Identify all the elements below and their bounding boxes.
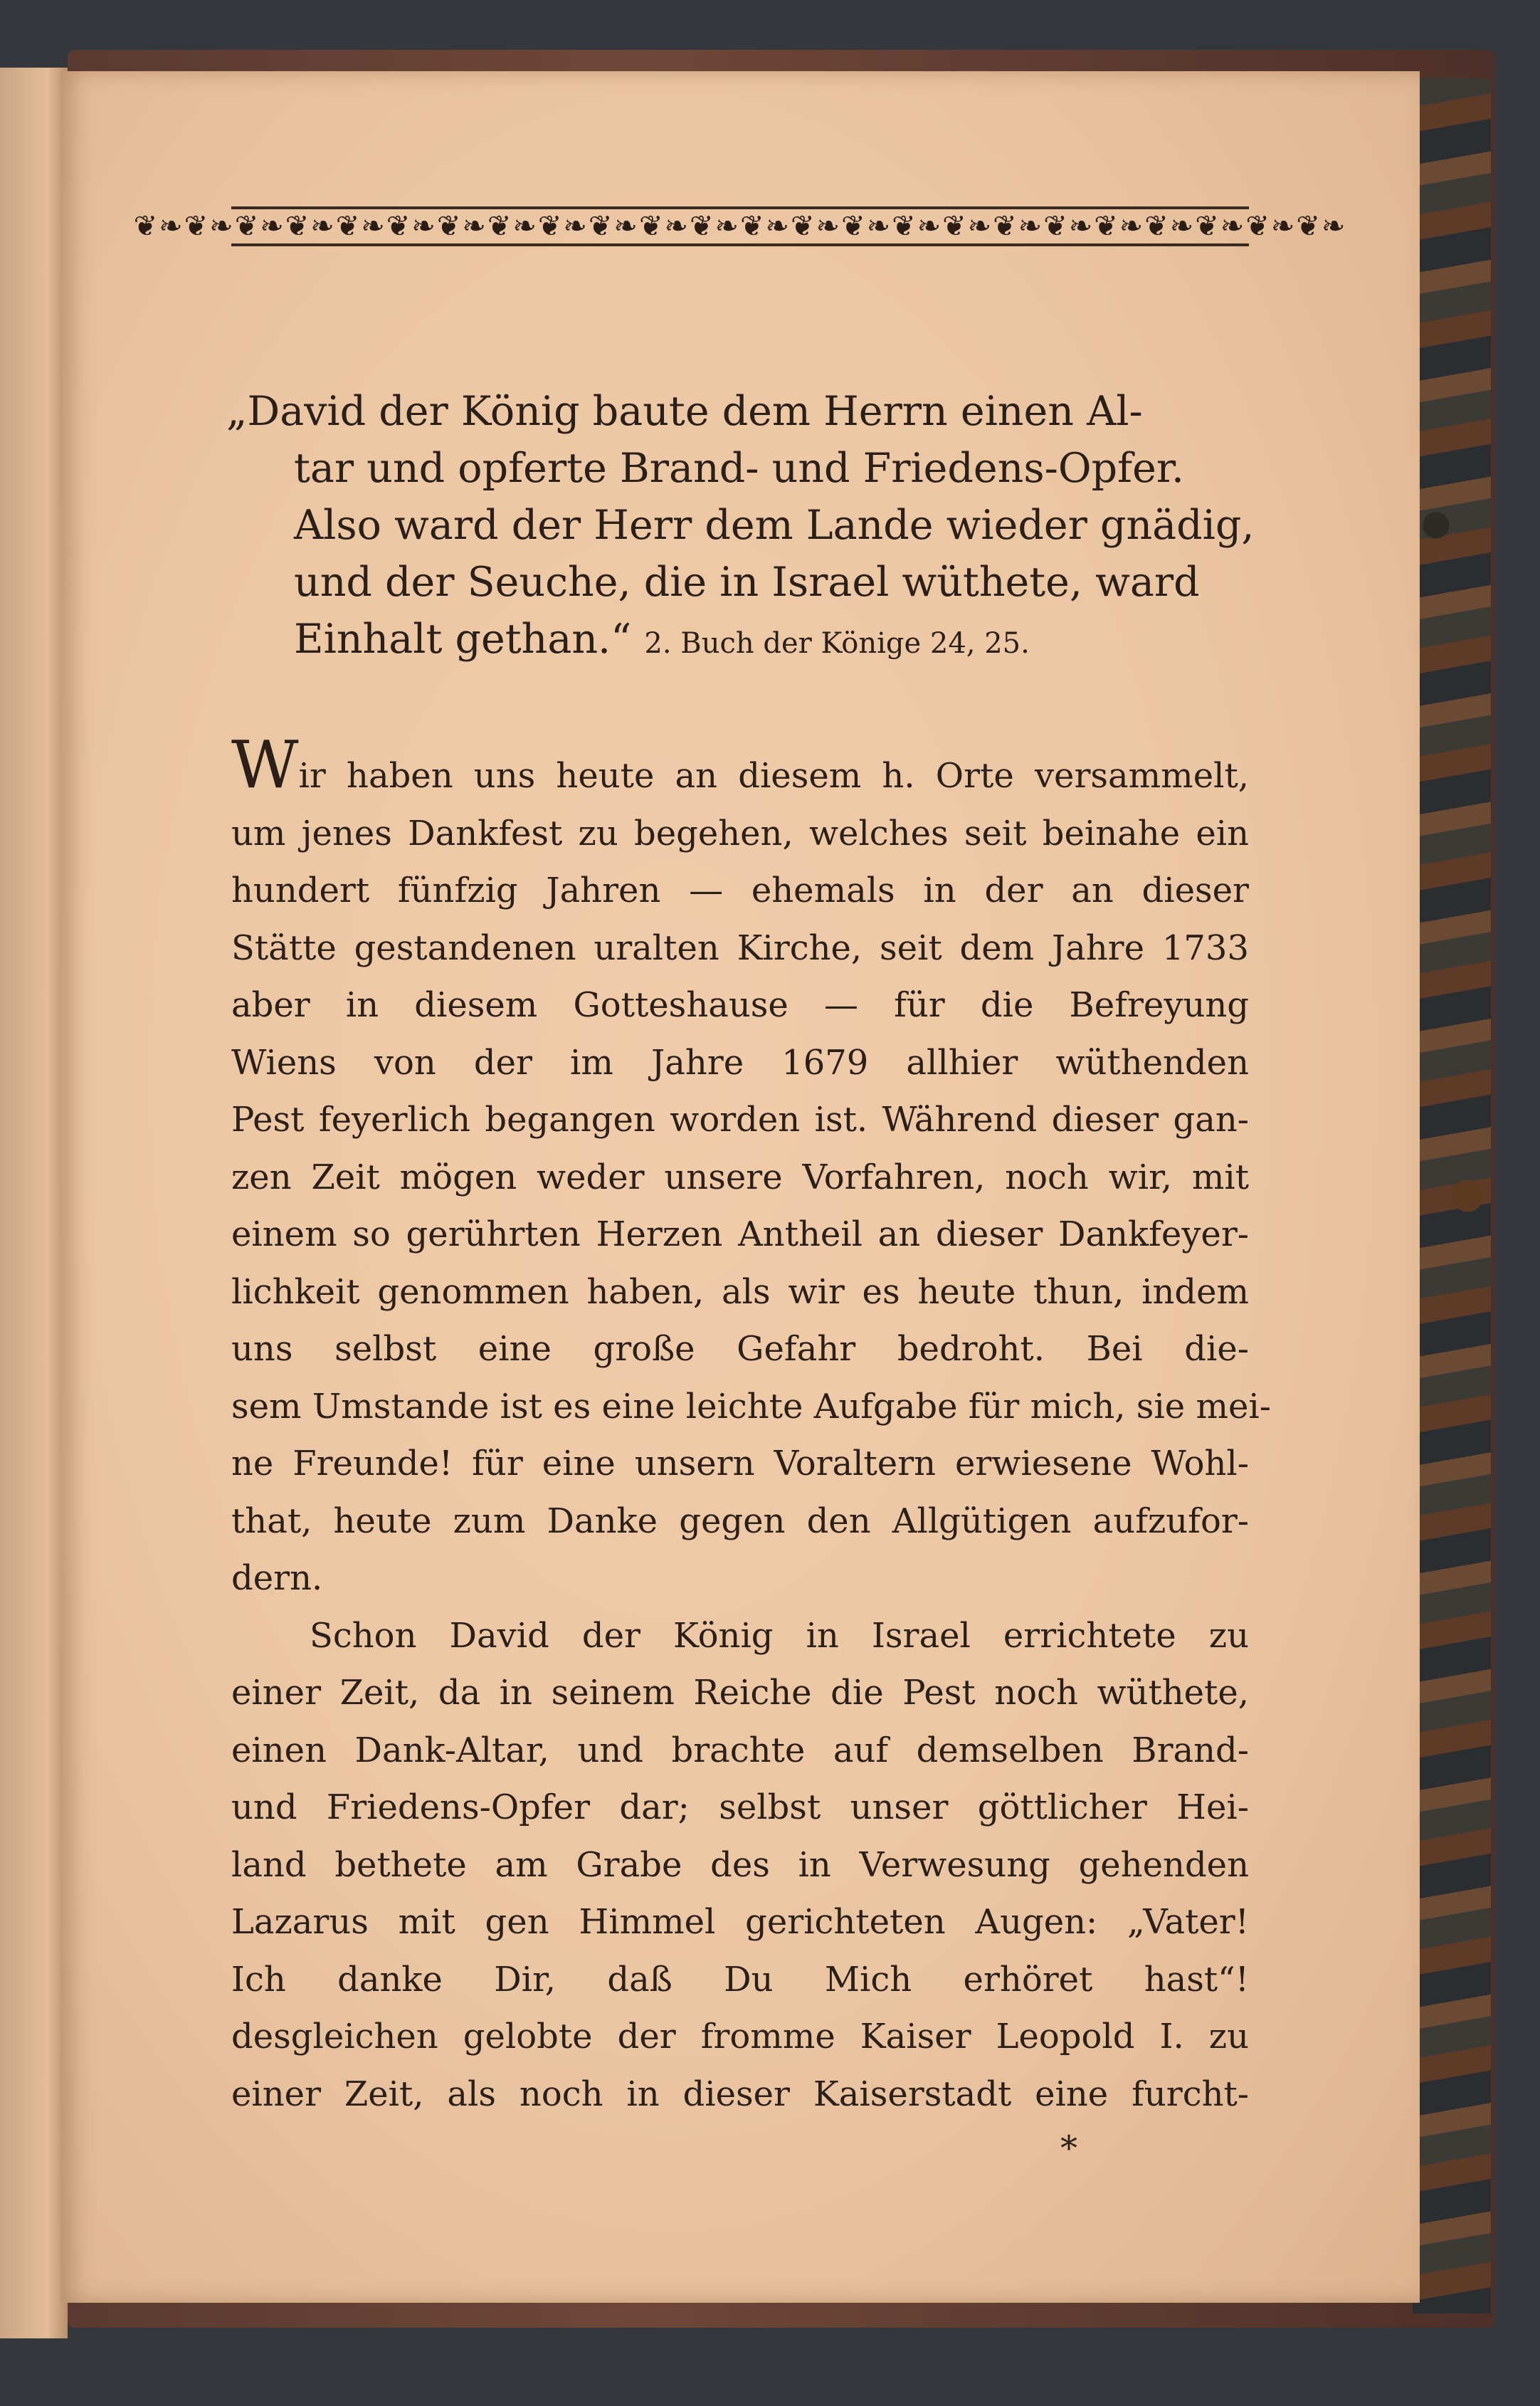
body-text xyxy=(231,727,1271,2123)
drop-cap: W xyxy=(231,727,299,803)
epigraph xyxy=(226,383,1255,672)
body-line: einer Zeit, da in seinem Reiche die Pest noch wüthete, xyxy=(231,1673,1249,1713)
body-line: lichkeit genommen haben, als wir es heute thun, indem xyxy=(231,1271,1249,1312)
epigraph-line: „David der König baute dem Herrn einen Al- xyxy=(226,388,1143,435)
body-line: und Friedens-Opfer dar; selbst unser göttlicher Hei- xyxy=(231,1787,1249,1827)
body-line: hundert fünfzig Jahren — ehemals in der an dieser xyxy=(231,871,1249,910)
body-line: Wiens von der im Jahre 1679 allhier wüthenden xyxy=(231,1042,1249,1083)
body-line: dern. xyxy=(231,1558,323,1598)
body-line: einem so gerührten Herzen Antheil an dieser Dankfeyer- xyxy=(231,1214,1249,1254)
body-line: Lazarus mit gen Himmel gerichteten Augen: „Vater! xyxy=(231,1902,1249,1942)
body-line: sem Umstande ist es eine leichte Aufgabe für mich, sie mei- xyxy=(231,1386,1271,1427)
marbled-board xyxy=(1413,78,1491,2313)
body-line: Ich danke Dir, daß Du Mich erhöret hast“! xyxy=(231,1959,1249,2000)
body-line-text: ir haben uns heute an diesem h. Orte versammelt, xyxy=(298,756,1249,796)
body-line: einer Zeit, als noch in dieser Kaiserstadt eine furcht- xyxy=(231,2074,1249,2114)
signature-mark: * xyxy=(1060,2128,1077,2168)
body-line: aber in diesem Gotteshause — für die Befreyung xyxy=(231,985,1249,1025)
epigraph-line: und der Seuche, die in Israel wüthete, ward xyxy=(294,559,1200,606)
body-line: ne Freunde! für eine unsern Voraltern erwiesene Wohl- xyxy=(231,1444,1249,1483)
body-line: um jenes Dankfest zu begehen, welches seit beinahe ein xyxy=(231,813,1249,853)
body-line xyxy=(231,727,1249,805)
body-line: einen Dank-Altar, und brachte auf demselben Brand- xyxy=(231,1730,1249,1770)
epigraph-line: tar und opferte Brand- und Friedens-Opfer. xyxy=(294,445,1184,492)
epigraph-last-line xyxy=(226,611,1251,672)
epigraph-reference: 2. Buch der Könige 24, 25. xyxy=(644,627,1030,660)
body-line: Pest feyerlich begangen worden ist. Während dieser gan- xyxy=(231,1100,1249,1140)
left-page-edge xyxy=(0,68,68,2338)
epigraph-line: Einhalt gethan.“ xyxy=(294,616,632,663)
body-line: Schon David der König in Israel errichtete zu xyxy=(310,1615,1249,1656)
body-line: land bethete am Grabe des in Verwesung gehenden xyxy=(231,1844,1249,1885)
epigraph-line: Also ward der Herr dem Lande wieder gnädig, xyxy=(294,502,1255,549)
body-line: that, heute zum Danke gegen den Allgütigen aufzufor- xyxy=(231,1501,1249,1541)
body-line: desgleichen gelobte der fromme Kaiser Leopold I. zu xyxy=(231,2017,1249,2056)
body-line: Stätte gestandenen uralten Kirche, seit dem Jahre 1733 xyxy=(231,928,1249,968)
body-line: uns selbst eine große Gefahr bedroht. Bei die- xyxy=(231,1329,1249,1369)
ornament-band: ❦❧❦❧❦❧❦❧❦❧❦❧❦❧❦❧❦❧❦❧❦❧❦❧❦❧❦❧❦❧❦❧❦❧❦❧❦❧❦❧❦❧❦❧❦❧❦❧ xyxy=(231,206,1249,246)
body-line: zen Zeit mögen weder unsere Vorfahren, noch wir, mit xyxy=(231,1157,1249,1197)
